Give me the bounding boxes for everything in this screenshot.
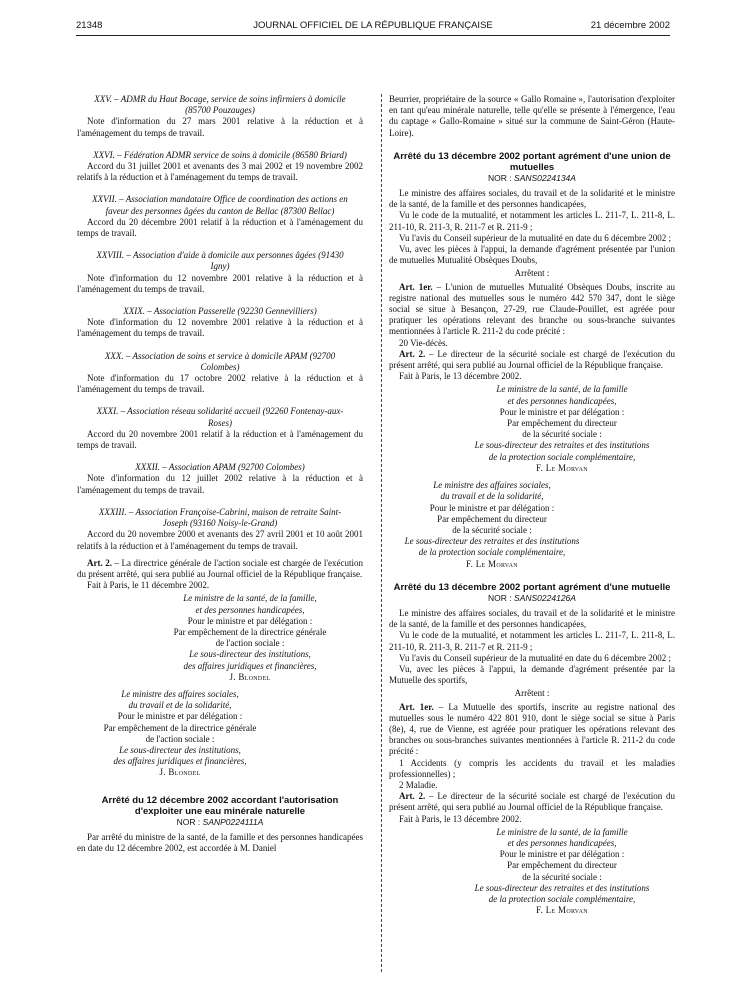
signature-line: du travail et de la solidarité, xyxy=(440,491,544,502)
signature-line: Le sous-directeur des retraites et des institutions xyxy=(404,536,580,547)
signature-line: Par empêchement du directeur xyxy=(507,418,617,429)
article-1 xyxy=(389,282,675,338)
fait-line: Fait à Paris, le 13 décembre 2002. xyxy=(399,371,522,382)
signatory-name: F. Le Morvan xyxy=(466,558,518,569)
issue-date: 21 décembre 2002 xyxy=(590,20,670,31)
article-label: Art. 1er. xyxy=(399,281,433,292)
section-body: Accord du 20 novembre 2001 relatif à la réduction et à l'aménagement du temps de travail. xyxy=(77,428,363,451)
section-title-text: XXX. – Association de soins et service à domicile APAM (92700 Colombes) xyxy=(104,350,336,372)
article-text: – Le directeur de la sécurité sociale est chargé de l'exécution du présent arrêté, qui sera publié au Journal officiel de la République française. xyxy=(389,791,675,813)
section-body: Note d'information du 12 novembre 2001 relative à la réduction et à l'aménagement du temps de travail. xyxy=(77,317,363,339)
branch-item: 20 Vie-décès. xyxy=(399,337,448,348)
paragraph: Vu le code de la mutualité, et notamment les articles L. 211-7, L. 211-8, L. 211-10, R. 211-3, R. 211-7 et R. 211-9 ; xyxy=(389,210,675,232)
signatory-name: J. Blondel xyxy=(229,671,271,682)
signature-line: de la sécurité sociale : xyxy=(452,524,532,535)
section-title xyxy=(77,94,363,116)
arretent: Arrêtent : xyxy=(514,688,550,699)
article-label: Art. 1er. xyxy=(399,701,434,712)
nor-code: SANP0224111A xyxy=(202,816,264,827)
section-title xyxy=(77,351,363,373)
article-label: Art. 2. xyxy=(399,791,426,802)
section-title-text: XXVI. – Fédération ADMR service de soins à domicile (86580 Briard) xyxy=(93,149,347,160)
paragraph: Le ministre des affaires sociales, du travail et de la solidarité et le ministre de la santé, de la famille et des personnes handicapées, xyxy=(389,607,675,630)
signature-line: et des personnes handicapées, xyxy=(507,837,617,848)
signature-line: et des personnes handicapées, xyxy=(507,395,617,406)
signature-line: Le ministre de la santé, de la famille xyxy=(496,384,628,395)
section-title xyxy=(77,406,363,428)
signature-line: Par empêchement de la directrice générale xyxy=(103,722,257,733)
nor-label: NOR : xyxy=(488,172,515,183)
signature-block xyxy=(389,384,675,474)
article-2 xyxy=(389,791,675,813)
section-title xyxy=(77,250,363,272)
article-2 xyxy=(389,349,675,371)
signature-line: Le ministre de la santé, de la famille, xyxy=(183,593,317,604)
signature-block xyxy=(77,689,363,779)
section-title xyxy=(77,507,363,529)
branch-item: 1 Accidents (y compris les accidents du travail et les maladies professionnelles) ; xyxy=(389,757,675,779)
signature-line: Le ministre des affaires sociales, xyxy=(433,480,551,491)
article-1 xyxy=(389,702,675,758)
signature-line: de la protection sociale complémentaire, xyxy=(488,894,636,904)
section-title-text: XXVIII. – Association d'aide à domicile aux personnes âgées (91430 Igny) xyxy=(96,250,344,272)
nor-line xyxy=(77,817,363,828)
continued-text: Beurrier, propriétaire de la source « Gallo Romaine », l'autorisation d'exploiter en tant qu'eau minérale naturelle, telle qu'elle se présente à l'émergence, l'eau du captage « Gallo-Romaine » situé sur la commune de Saint-Géron (Haute-Loire). xyxy=(389,94,675,138)
signature-line: Le ministre de la santé, de la famille xyxy=(496,826,628,837)
section-title-text: XXV. – ADMR du Haut Bocage, service de soins infirmiers à domicile (85700 Pouzauges) xyxy=(94,94,346,116)
nor-code: SANS0224126A xyxy=(514,592,576,603)
section-body: Note d'information du 12 novembre 2001 relative à la réduction et à l'aménagement du temps de travail. xyxy=(77,272,363,294)
nor-label: NOR : xyxy=(176,816,203,827)
section-title xyxy=(77,194,363,216)
nor-line xyxy=(389,593,675,604)
arrete-text: Par arrêté du ministre de la santé, de la famille et des personnes handicapées en date du 12 décembre 2002, est accordée à M. Daniel xyxy=(77,831,363,853)
paragraph: Vu, avec les pièces à l'appui, la demande d'agrément présentée par l'union de mutuelles Mutualité Obsèques Doubs, xyxy=(389,244,675,266)
signatory-name: F. Le Morvan xyxy=(536,905,588,916)
column-separator xyxy=(381,94,382,972)
signature-line: de l'action sociale : xyxy=(215,638,285,649)
section-body: Accord du 20 novembre 2000 et avenants des 27 avril 2001 et 10 août 2001 relatifs à la réduction et à l'aménagement du temps de travail. xyxy=(77,529,363,551)
signature-line: de la sécurité sociale : xyxy=(522,429,602,440)
section-body: Accord du 31 juillet 2001 et avenants des 3 mai 2002 et 19 novembre 2002 relatifs à la réduction et à l'aménagement du temps de travail. xyxy=(77,161,363,183)
signature-line: Le sous-directeur des retraites et des institutions xyxy=(474,440,650,451)
signature-line: Par empêchement de la directrice générale xyxy=(173,626,327,637)
paragraph: Vu, avec les pièces à l'appui, la demande d'agrément présentée par la Mutuelle des sportifs, xyxy=(389,663,675,686)
fait-line: Fait à Paris, le 13 décembre 2002. xyxy=(399,813,522,824)
signatory-name: F. Le Morvan xyxy=(536,462,588,473)
section-title xyxy=(77,150,363,161)
section-title xyxy=(77,462,363,473)
arrete-title: Arrêté du 13 décembre 2002 portant agrément d'une union de mutuelles xyxy=(393,150,671,173)
section-title-text: XXVII. – Association mandataire Office de coordination des actions en faveur des personnes âgées du canton de Bellac (87300 Bellac) xyxy=(92,194,348,216)
section-body: Note d'information du 17 octobre 2002 relative à la réduction et à l'aménagement du temps de travail. xyxy=(77,373,363,395)
arretent: Arrêtent : xyxy=(514,268,550,279)
signature-line: Par empêchement du directeur xyxy=(507,860,617,871)
signature-line: des affaires juridiques et financières, xyxy=(113,756,247,767)
signature-line: Pour le ministre et par délégation : xyxy=(117,711,243,722)
header-rule xyxy=(76,35,670,36)
article-text: – La Mutuelle des sportifs, inscrite au registre national des mutuelles sous le numéro 422 801 910, dont le siège social se situe à Paris (8e), 4, rue de Vienne, est agréée pour pratiquer les opérations relevant des branches ou sous-branches suivantes mentionnées à l'article R. 211-2 du code précité : xyxy=(389,701,675,757)
signature-block xyxy=(77,593,363,683)
signature-line: Pour le ministre et par délégation : xyxy=(187,615,313,626)
section-title-text: XXXIII. – Association Françoise-Cabrini, maison de retraite Saint-Joseph (93160 Noisy-le-Grand) xyxy=(98,506,342,529)
arrete-title: Arrêté du 12 décembre 2002 accordant l'autorisation d'exploiter une eau minérale naturelle xyxy=(101,794,339,817)
right-column xyxy=(389,94,675,916)
signature-line: de la sécurité sociale : xyxy=(522,871,602,882)
signature-line: du travail et de la solidarité, xyxy=(128,700,232,711)
fait-line: Fait à Paris, le 11 décembre 2002. xyxy=(87,580,210,591)
article-text: – L'union de mutuelles Mutualité Obsèques Doubs, inscrite au registre national des mutuelles sous le numéro 442 570 347, dont le siège social se situe à Besançon, 27-29, rue Claude-Pouillet, est agréée pour pratiquer les opérations relevant des branche ou sous-branche suivantes mentionnées à l'article R. 211-2 du code précité : xyxy=(389,281,675,337)
article-text: – Le directeur de la sécurité sociale est chargé de l'exécution du présent arrêté, qui sera publié au Journal officiel de la République française. xyxy=(389,348,675,371)
signature-block xyxy=(389,827,675,917)
section-body: Note d'information du 27 mars 2001 relative à la réduction et à l'aménagement du temps de travail. xyxy=(77,116,363,138)
signature-line: des affaires juridiques et financières, xyxy=(183,660,317,671)
signature-line: Le sous-directeur des institutions, xyxy=(189,649,311,660)
section-body: Note d'information du 12 juillet 2002 relative à la réduction et à l'aménagement du temps de travail. xyxy=(77,473,363,495)
left-column xyxy=(77,94,363,854)
signature-block xyxy=(389,480,675,570)
signature-line: Le sous-directeur des institutions, xyxy=(119,744,241,755)
signature-line: Pour le ministre et par délégation : xyxy=(499,406,625,417)
section-title-text: XXXII. – Association APAM (92700 Colombes) xyxy=(135,462,305,473)
paragraph: Vu le code de la mutualité, et notamment les articles L. 211-7, L. 211-8, L. 211-10, R. 211-3, R. 211-7 et R. 211-9 ; xyxy=(389,630,675,652)
article-text: – La directrice générale de l'action sociale est chargée de l'exécution du présent arrêté, qui sera publié au Journal officiel de la République française. xyxy=(77,557,363,579)
signature-line: Pour le ministre et par délégation : xyxy=(429,502,555,513)
arrete-title: Arrêté du 13 décembre 2002 portant agrément d'une mutuelle xyxy=(393,581,671,593)
nor-line xyxy=(389,173,675,184)
article-label: Art. 2. xyxy=(399,348,426,359)
paragraph: Vu l'avis du Conseil supérieur de la mutualité en date du 6 décembre 2002 ; xyxy=(399,232,672,243)
section-title-text: XXIX. – Association Passerelle (92230 Gennevilliers) xyxy=(123,306,317,317)
signature-line: de l'action sociale : xyxy=(145,733,215,744)
signature-line: Le ministre des affaires sociales, xyxy=(121,688,239,699)
signature-line: Pour le ministre et par délégation : xyxy=(499,849,625,860)
signature-line: Par empêchement du directeur xyxy=(437,513,547,524)
page-header xyxy=(76,20,670,34)
section-title-text: XXXI. – Association réseau solidarité accueil (92260 Fontenay-aux-Roses) xyxy=(96,406,344,428)
signature-line: de la protection sociale complémentaire, xyxy=(488,451,636,462)
article-label: Art. 2. xyxy=(87,557,112,568)
article-2 xyxy=(77,558,363,580)
nor-code: SANS0224134A xyxy=(514,172,576,183)
branch-item: 2 Maladie. xyxy=(399,779,438,790)
section-title xyxy=(77,306,363,317)
journal-title: JOURNAL OFFICIEL DE LA RÉPUBLIQUE FRANÇAISE xyxy=(253,20,493,31)
signatory-name: J. Blondel xyxy=(159,767,201,778)
sections-list xyxy=(77,94,363,552)
section-body: Accord du 20 décembre 2001 relatif à la réduction et à l'aménagement du temps de travail. xyxy=(77,216,363,239)
signature-line: de la protection sociale complémentaire, xyxy=(418,547,566,558)
paragraph: Le ministre des affaires sociales, du travail et de la solidarité et le ministre de la santé, de la famille et des personnes handicapées, xyxy=(389,188,675,210)
paragraph: Vu l'avis du Conseil supérieur de la mutualité en date du 6 décembre 2002 ; xyxy=(399,652,672,663)
signature-line: et des personnes handicapées, xyxy=(195,604,305,615)
signature-line: Le sous-directeur des retraites et des institutions xyxy=(474,882,650,893)
nor-label: NOR : xyxy=(488,592,515,603)
page-number: 21348 xyxy=(76,20,103,31)
